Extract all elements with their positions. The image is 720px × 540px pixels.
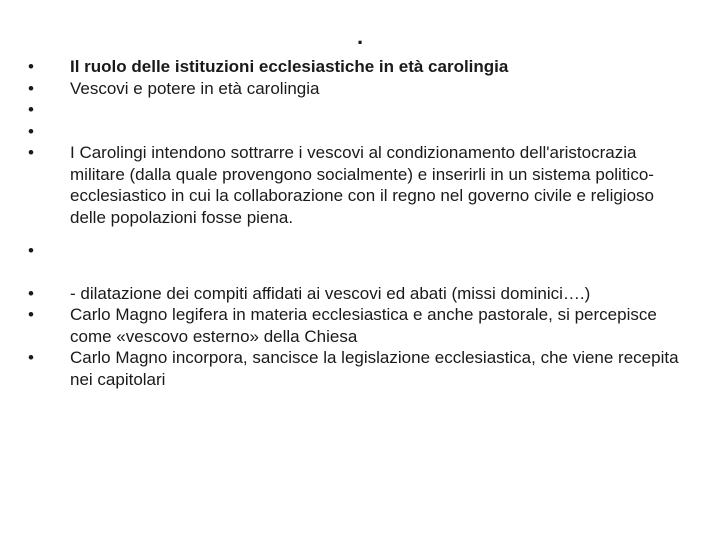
- list-item: [28, 142, 688, 228]
- bullet-icon: •: [28, 57, 34, 76]
- item-text: Carlo Magno incorpora, sancisce la legislazione ecclesiastica, che viene recepita nei capitolari: [70, 348, 679, 389]
- bullet-icon: •: [28, 78, 34, 98]
- bullet-icon: •: [28, 348, 34, 367]
- list-item: [28, 304, 688, 347]
- bullet-icon: •: [28, 143, 34, 162]
- list-item: [28, 99, 688, 121]
- bullet-icon: •: [28, 241, 34, 260]
- bullet-icon: •: [28, 100, 34, 119]
- bullet-icon: •: [28, 121, 34, 141]
- bullet-icon: •: [28, 283, 34, 303]
- list-item: [28, 240, 688, 262]
- list-item: [28, 347, 688, 390]
- list-item: [28, 78, 688, 100]
- bullet-icon: •: [28, 305, 34, 324]
- item-text: Carlo Magno legifera in materia ecclesiastica e anche pastorale, si percepisce come «vescovo esterno» della Chiesa: [70, 305, 657, 346]
- list-item: [28, 56, 688, 78]
- subheading-text: Vescovi e potere in età carolingia: [70, 78, 320, 98]
- item-text: - dilatazione dei compiti affidati ai vescovi ed abati (missi dominici….): [70, 283, 591, 303]
- slide-title: .: [356, 24, 364, 49]
- list-item: [28, 283, 688, 305]
- heading-text: Il ruolo delle istituzioni ecclesiastiche in età carolingia: [70, 57, 509, 76]
- list-item: [28, 121, 688, 143]
- paragraph-text: I Carolingi intendono sottrarre i vescovi al condizionamento dell'aristocrazia militare (dalla quale provengono socialmente) e inserirli in un sistema politico-ecclesiastico in cui la collaborazione con il regno nel governo civile e religioso delle popolazioni fosse piena.: [70, 143, 654, 227]
- bullet-list: [28, 56, 688, 390]
